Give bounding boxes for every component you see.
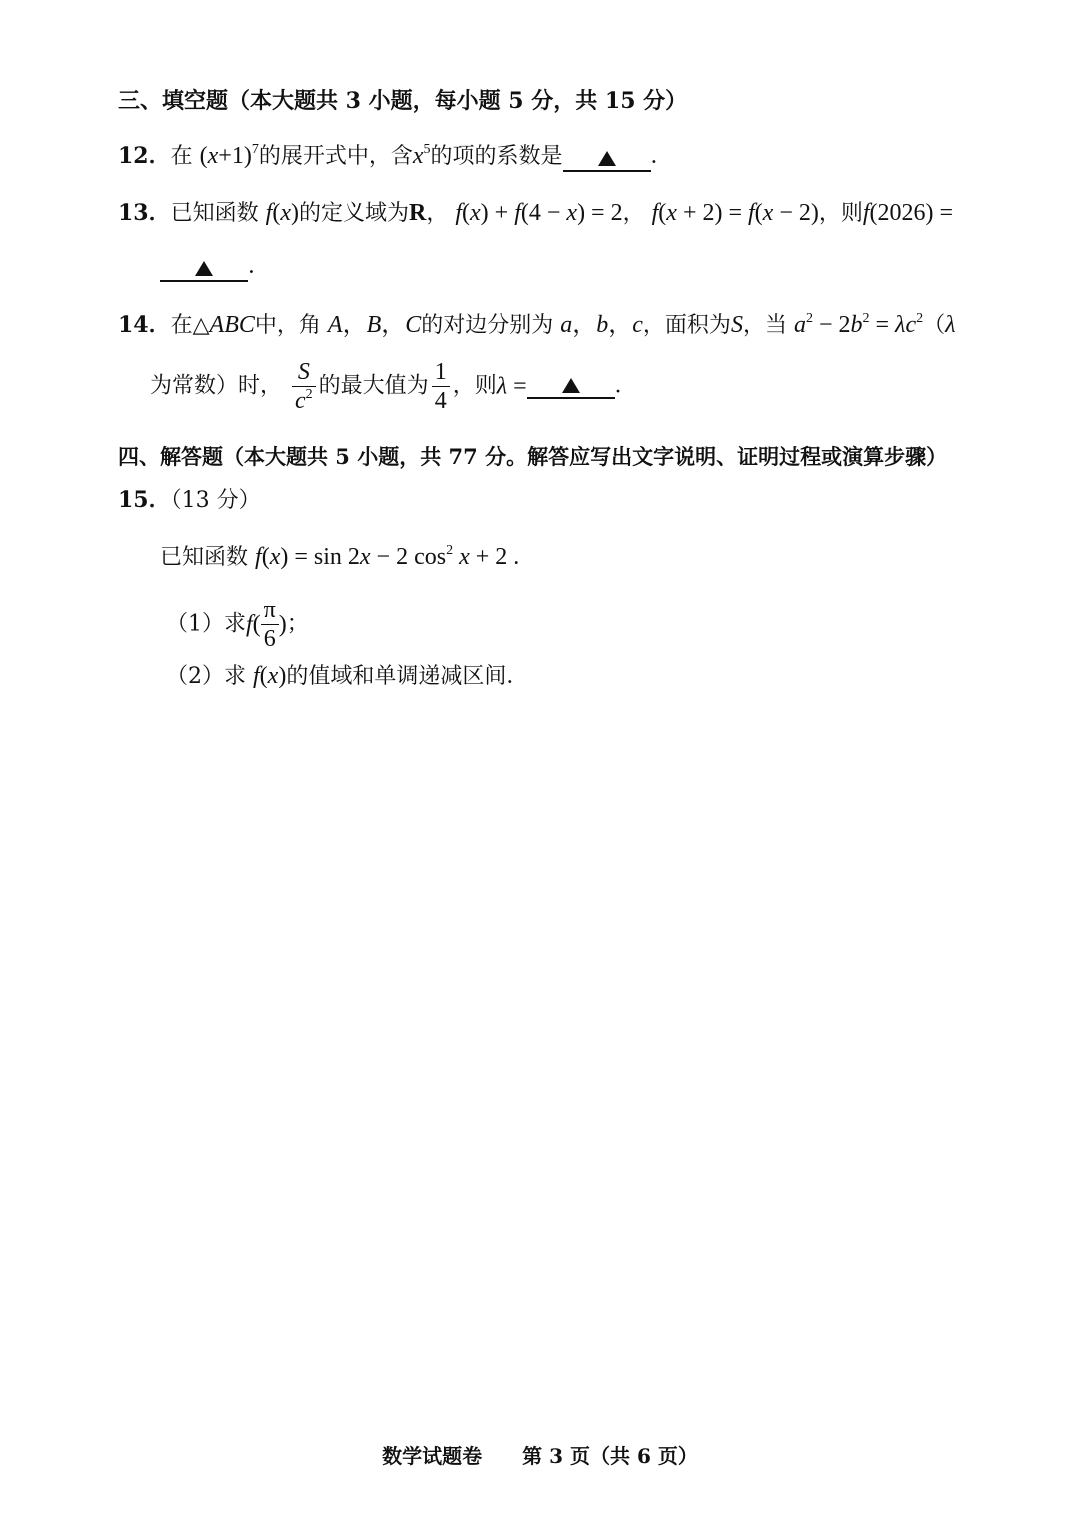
question-13-answer — [160, 256, 270, 282]
math-equation-1: f(x) + f(4 − x) = 2 — [455, 200, 623, 226]
math-f2026: f(2026) = — [862, 200, 954, 226]
score: （13 分） — [170, 488, 261, 513]
text: 的定义域为 — [298, 201, 409, 226]
text: ； — [286, 611, 309, 637]
answer-blank — [160, 258, 248, 282]
question-15-part-1 — [166, 598, 309, 651]
text: 的对边分别为 — [421, 313, 554, 338]
math-lambda: λ — [945, 312, 956, 338]
question-number: 15． — [118, 487, 171, 513]
question-number: 14． — [118, 312, 171, 338]
section-4-heading: 四、解答题（本大题共 5 小题，共 77 分。解答应写出文字说明、证明过程或演算步骤） — [118, 444, 948, 469]
math-fraction-pi-6: $\frac{\pi}{6}$ — [261, 598, 279, 651]
section-3-heading: 三、填空题（本大题共 3 小题，每小题 5 分，共 15 分） — [118, 88, 688, 114]
text: 已知函数 — [170, 201, 259, 226]
math-fraction-quarter: $\frac{1}{4}$ — [432, 360, 450, 413]
text: ，面积为 — [642, 313, 731, 338]
text: 的项的系数是 — [430, 144, 563, 169]
answer-blank — [563, 148, 651, 172]
question-number: 13． — [118, 200, 171, 226]
math-fraction-s-c2: $\frac{S}{c^2}$ — [292, 360, 316, 413]
question-12 — [118, 144, 673, 172]
math-equation-2: f(x + 2) = f(x − 2) — [651, 200, 819, 226]
math-function-def: f(x) = sin 2x − 2 $\cos^2 x + 2$ . — [255, 543, 520, 570]
text: ． — [614, 373, 637, 399]
math-fx: f(x) — [253, 663, 287, 689]
question-15 — [118, 489, 261, 512]
question-15-stem — [160, 545, 519, 569]
triangle-icon — [562, 378, 580, 393]
text: 的最大值为 — [318, 373, 429, 399]
math-f-pi-6: f( — [246, 611, 261, 638]
question-13 — [118, 201, 953, 225]
triangle-icon — [598, 151, 616, 166]
text: ，则 — [818, 201, 863, 226]
math-area: S — [730, 312, 743, 338]
text: ， — [426, 201, 449, 226]
text: ，当 — [742, 313, 787, 338]
math-term: $x^5$ — [412, 142, 431, 169]
text: ， — [622, 201, 645, 226]
question-15-part-2 — [166, 664, 528, 688]
text: ． — [248, 254, 271, 279]
math-condition: $a^2 - 2b^2 = \lambda c^2$ — [793, 311, 924, 338]
math-sides: a，b，c — [560, 312, 643, 338]
math-fx: f(x) — [265, 200, 299, 226]
domain-symbol: R — [408, 200, 427, 226]
text: （2）求 — [166, 664, 246, 689]
math-lambda-eq: λ = — [496, 373, 527, 400]
triangle-icon — [195, 261, 213, 276]
triangle-name: ABC — [209, 312, 255, 338]
text: 在 — [170, 144, 193, 169]
question-14 — [118, 313, 956, 337]
question-14-cont — [150, 360, 637, 413]
math-angles: A，B，C — [327, 312, 422, 338]
question-number: 12． — [118, 143, 171, 169]
page-footer: 数学试题卷 第 3 页（共 6 页） — [382, 1444, 698, 1468]
text: 在△ — [170, 313, 210, 338]
text: 中，角 — [254, 313, 321, 338]
text: （1）求 — [166, 611, 246, 637]
text: ，则 — [452, 373, 497, 399]
text: ． — [650, 144, 673, 169]
text: 已知函数 — [160, 545, 249, 570]
paren-close: ) — [278, 611, 287, 638]
text: （ — [923, 313, 946, 338]
answer-blank — [527, 375, 615, 399]
text: 的值域和单调递减区间． — [286, 664, 529, 689]
math-binomial: $(x+1)^7$ — [199, 142, 259, 169]
text: 为常数）时， — [150, 373, 283, 399]
text: 的展开式中，含 — [258, 144, 413, 169]
